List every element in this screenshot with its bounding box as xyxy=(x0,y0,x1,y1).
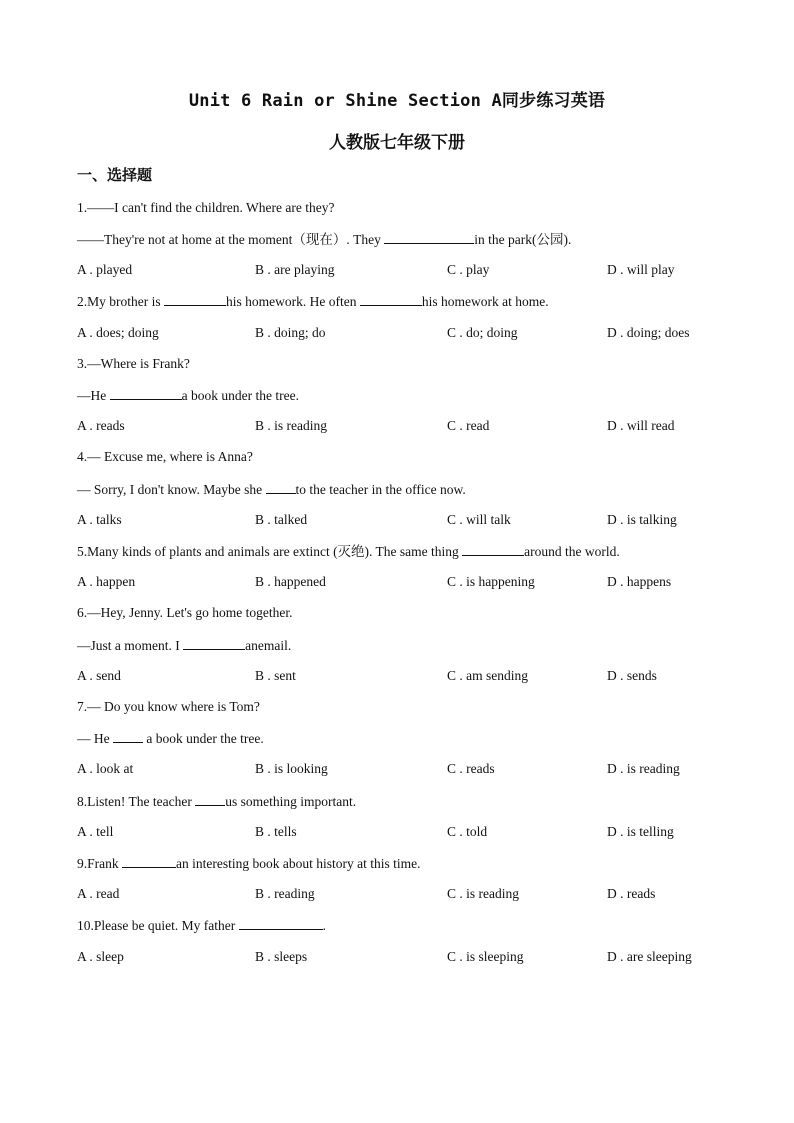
option-d: D . doing; does xyxy=(607,325,690,340)
question-text: — Sorry, I don't know. Maybe she xyxy=(77,482,266,497)
question-3-options xyxy=(77,417,737,435)
option-a: A . played xyxy=(77,262,133,277)
option-c: C . will talk xyxy=(447,512,511,527)
option-a: A . happen xyxy=(77,574,136,589)
question-text: a book under the tree. xyxy=(181,388,299,403)
question-3-line-1 xyxy=(77,355,190,373)
question-7-line-2 xyxy=(77,729,264,748)
question-text: 10.Please be quiet. My father xyxy=(77,918,239,933)
option-b: B . doing; do xyxy=(255,325,326,340)
question-text: —He xyxy=(77,388,110,403)
question-5-options xyxy=(77,573,737,591)
option-c: C . told xyxy=(447,824,488,839)
answer-blank xyxy=(384,230,474,244)
option-c: C . is sleeping xyxy=(447,949,524,964)
option-a: A . send xyxy=(77,668,121,683)
question-8-line-1 xyxy=(77,792,356,811)
option-c: C . play xyxy=(447,262,490,277)
option-d: D . sends xyxy=(607,668,657,683)
option-a: A . read xyxy=(77,886,120,901)
option-c: C . is happening xyxy=(447,574,535,589)
question-2-line-1 xyxy=(77,292,549,311)
option-a: A . tell xyxy=(77,824,114,839)
option-c: C . do; doing xyxy=(447,325,518,340)
option-d: D . is telling xyxy=(607,824,674,839)
question-9-line-1 xyxy=(77,854,420,873)
answer-blank xyxy=(239,916,323,930)
document-subtitle: 人教版七年级下册 xyxy=(329,133,465,153)
option-b: B . talked xyxy=(255,512,308,527)
question-2-options xyxy=(77,324,737,342)
question-text: 3.—Where is Frank? xyxy=(77,356,190,371)
question-text: his homework at home. xyxy=(421,294,549,309)
answer-blank xyxy=(195,792,225,806)
question-3-line-2 xyxy=(77,386,299,405)
option-c: C . read xyxy=(447,418,490,433)
question-text: . xyxy=(322,918,326,933)
question-text: —Just a moment. I xyxy=(77,638,184,653)
option-a: A . does; doing xyxy=(77,325,159,340)
question-9-options xyxy=(77,885,737,903)
answer-blank xyxy=(360,292,422,306)
question-text: 7.— Do you know where is Tom? xyxy=(77,699,260,714)
option-a: A . sleep xyxy=(77,949,124,964)
question-7-line-1 xyxy=(77,698,260,716)
option-c: C . is reading xyxy=(447,886,519,901)
answer-blank xyxy=(183,636,245,650)
question-text: 5.Many kinds of plants and animals are extinct (灭绝). The same thing xyxy=(77,544,463,559)
question-4-line-1 xyxy=(77,448,253,466)
question-text: a book under the tree. xyxy=(143,731,264,746)
option-b: B . sent xyxy=(255,668,296,683)
question-text: 2.My brother is xyxy=(77,294,164,309)
question-text: ——They're not at home at the moment（现在）. They xyxy=(77,232,385,247)
question-text: 9.Frank xyxy=(77,856,122,871)
question-text: around the world. xyxy=(524,544,620,559)
question-1-options xyxy=(77,261,737,279)
option-d: D . is reading xyxy=(607,761,680,776)
answer-blank xyxy=(462,542,524,556)
option-b: B . are playing xyxy=(255,262,335,277)
option-b: B . reading xyxy=(255,886,315,901)
question-10-options xyxy=(77,948,737,966)
question-6-options xyxy=(77,667,737,685)
question-6-line-1 xyxy=(77,604,293,622)
section-heading: 一、选择题 xyxy=(77,166,153,184)
option-d: D . will play xyxy=(607,262,675,277)
option-c: C . reads xyxy=(447,761,495,776)
option-c: C . am sending xyxy=(447,668,528,683)
answer-blank xyxy=(164,292,226,306)
option-b: B . is looking xyxy=(255,761,328,776)
question-1-line-1 xyxy=(77,199,334,217)
option-d: D . reads xyxy=(607,886,656,901)
document-title: Unit 6 Rain or Shine Section A同步练习英语 xyxy=(188,91,606,111)
question-text: 8.Listen! The teacher xyxy=(77,794,196,809)
option-a: A . reads xyxy=(77,418,125,433)
question-text: — He xyxy=(77,731,113,746)
question-text: an interesting book about history at this time. xyxy=(176,856,421,871)
question-4-options xyxy=(77,511,737,529)
question-text: 4.— Excuse me, where is Anna? xyxy=(77,449,253,464)
option-b: B . sleeps xyxy=(255,949,308,964)
question-6-line-2 xyxy=(77,636,291,655)
answer-blank xyxy=(122,854,176,868)
option-d: D . will read xyxy=(607,418,675,433)
option-a: A . look at xyxy=(77,761,134,776)
question-text: his homework. He often xyxy=(226,294,360,309)
answer-blank xyxy=(110,386,182,400)
answer-blank xyxy=(266,480,296,494)
question-10-line-1 xyxy=(77,916,326,935)
question-7-options xyxy=(77,760,737,778)
question-5-line-1 xyxy=(77,542,620,561)
option-b: B . happened xyxy=(255,574,326,589)
option-d: D . happens xyxy=(607,574,672,589)
answer-blank xyxy=(113,729,143,743)
question-text: to the teacher in the office now. xyxy=(295,482,466,497)
question-text: us something important. xyxy=(225,794,357,809)
question-text: in the park(公园). xyxy=(474,232,572,247)
option-b: B . is reading xyxy=(255,418,327,433)
question-text: 6.—Hey, Jenny. Let's go home together. xyxy=(77,605,293,620)
option-d: D . are sleeping xyxy=(607,949,692,964)
option-b: B . tells xyxy=(255,824,297,839)
question-8-options xyxy=(77,823,737,841)
question-4-line-2 xyxy=(77,480,466,499)
question-1-line-2 xyxy=(77,230,571,249)
question-text: 1.——I can't find the children. Where are they? xyxy=(77,200,335,215)
option-a: A . talks xyxy=(77,512,122,527)
option-d: D . is talking xyxy=(607,512,677,527)
question-text: anemail. xyxy=(245,638,292,653)
